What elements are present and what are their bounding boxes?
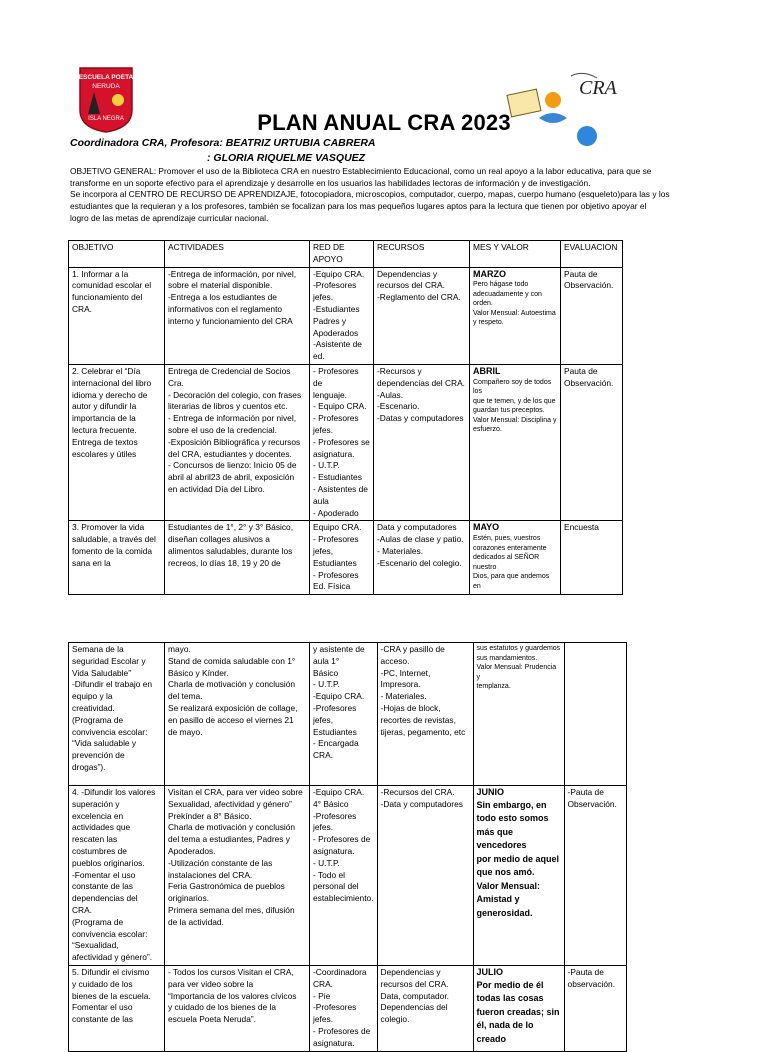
cell-objetivo: 1. Informar a la comunidad escolar el funcionamiento del CRA. (69, 267, 165, 364)
cell-actividades: -Entrega de información, por nivel, sobre el material disponible. -Entrega a los estudiantes de informativos con el reglamento interno y funcionamiento del CRA (165, 267, 310, 364)
cell-mes-valor: MARZO Pero hágase todo adecuadamente y con orden. Valor Mensual: Autoestima y respeto. (470, 267, 561, 364)
svg-text:ISLA NEGRA: ISLA NEGRA (88, 116, 124, 122)
cell-recursos: -CRA y pasillo de acceso. -PC, Internet, Impresora. - Materiales. -Hojas de block, recortes de revistas, tijeras, pegamento, etc (377, 643, 473, 786)
coordinator-line-2: : GLORIA RIQUELME VASQUEZ (207, 152, 366, 164)
cell-red-de-apoyo: -Coordinadora CRA. - Pie -Profesores jefes. - Profesores de asignatura. (310, 966, 378, 1052)
cell-evaluacion: Pauta de Observación. (561, 364, 623, 520)
cell-recursos: -Recursos del CRA. -Data y computadores (377, 786, 473, 966)
header-mes-valor: MES Y VALOR (470, 241, 561, 268)
cell-actividades: Estudiantes de 1°, 2° y 3° Básico, diseñan collages alusivos a alimentos saludables, durante los recreos, lo días 18, 19 y 20 de (165, 521, 310, 595)
plan-table-page1 (68, 240, 623, 595)
month-label: ABRIL (473, 365, 501, 376)
cell-evaluacion: Pauta de Observación. (561, 267, 623, 364)
table-row (69, 966, 627, 1052)
month-label: MARZO (473, 268, 506, 279)
table-row (69, 786, 627, 966)
cell-red-de-apoyo: Equipo CRA. - Profesores jefes, Estudiantes - Profesores Ed. Física (310, 521, 374, 595)
cell-evaluacion: Encuesta (561, 521, 623, 595)
table-row (69, 267, 623, 364)
header-recursos: RECURSOS (374, 241, 470, 268)
cell-red-de-apoyo: y asistente de aula 1° Básico - U.T.P. -Equipo CRA. -Profesores jefes, Estudiantes - Encargada CRA. (310, 643, 378, 786)
cell-actividades: Entrega de Credencial de Socios Cra. - Decoración del colegio, con frases literarias de libros y cuentos etc. - Entrega de información por nivel, sobre el uso de la credencial. -Exposición Bibliográfica y recursos del CRA, estudiantes y docentes. - Concursos de lienzo: Inicio 05 de abril al abril23 de abril, exposición en actividad Día del Libro. (165, 364, 310, 520)
svg-text:CRA: CRA (579, 77, 617, 99)
cell-recursos: -Recursos y dependencias del CRA. -Aulas. -Escenario. -Datas y computadores (374, 364, 470, 520)
cell-objetivo: 3. Promover la vida saludable, a través del fomento de la comida sana en la (69, 521, 165, 595)
cra-logo (505, 68, 617, 148)
table-header-row (69, 241, 623, 268)
cell-recursos: Dependencias y recursos del CRA. Data, computador. Dependencias del colegio. (377, 966, 473, 1052)
cell-red-de-apoyo: - Profesores de lenguaje. - Equipo CRA. - Profesores jefes. - Profesores se asignatura. - U.T.P. - Estudiantes - Asistentes de aula - Apoderado (310, 364, 374, 520)
cell-red-de-apoyo: -Equipo CRA. 4° Básico -Profesores jefes. - Profesores de asignatura. - U.T.P. - Todo el personal del establecimiento. (310, 786, 378, 966)
cell-mes-valor: MAYO Estén, pues, vuestros corazones enteramente dedicados al SEÑOR nuestro Dios, para que andemos en (470, 521, 561, 595)
month-label: JULIO (476, 967, 504, 977)
coordinator-line-1: Coordinadora CRA, Profesora: BEATRIZ URTUBIA CABRERA (70, 137, 376, 149)
cell-objetivo: 2. Celebrar el “Día internacional del libro idioma y derecho de autor y difundir la importancia de la lectura frecuente. Entrega de textos escolares y útiles (69, 364, 165, 520)
table-row (69, 643, 627, 786)
cell-objetivo: 5. Difundir el civismo y cuidado de los bienes de la escuela. Fomentar el uso constante de las (69, 966, 165, 1052)
plan-table-page2 (68, 642, 627, 1052)
cell-evaluacion: -Pauta de observación. (564, 966, 626, 1052)
cell-actividades: mayo. Stand de comida saludable con 1° Básico y Kínder. Charla de motivación y conclusión del tema. Se realizará exposición de collage, en pasillo de acceso el viernes 21 de mayo. (165, 643, 310, 786)
table-row (69, 364, 623, 520)
objetivo-general: OBJETIVO GENERAL: Promover el uso de la Biblioteca CRA en nuestro Establecimiento Educacional, como un real apoyo a la labor educativa, para que se transforme en un soporte efectivo para el aprendizaje y desarrolle en los usuarios las habilidades lectoras de información y de investigación. Se incorpora al CENTRO DE RECURSO DE APRENDIZAJE, fotocopiadora, microscopios, computador, cuerpo, mapas, cuerpo humano (esqueleto)para las y los estudiantes que la requieran y a los profesores, también se focalizan para los mas pequeños lugares aptos para la lectura que tienen por objetivo apoyar el logro de las metas de aprendizaje curricular nacional. (70, 166, 670, 223)
cell-mes-valor: ABRIL Compañero soy de todos los que te temen, y de los que guardan tus preceptos. Valor Mensual: Disciplina y esfuerzo. (470, 364, 561, 520)
cell-objetivo: Semana de la seguridad Escolar y Vida Saludable” -Difundir el trabajo en equipo y la creatividad. (Programa de convivencia escolar: “Vida saludable y prevención de drogas”). (69, 643, 165, 786)
cell-recursos: Dependencias y recursos del CRA. -Reglamento del CRA. (374, 267, 470, 364)
cell-red-de-apoyo: -Equipo CRA. -Profesores jefes. -Estudiantes Padres y Apoderados -Asistente de ed. (310, 267, 374, 364)
cell-objetivo: 4. -Difundir los valores superación y excelencia en actividades que rescaten las costumbres de pueblos originarios. -Fomentar el uso constante de las dependencias del CRA. (Programa de convivencia escolar: “Sexualidad, afectividad y género”. (69, 786, 165, 966)
cell-evaluacion (564, 643, 626, 786)
cell-recursos: Data y computadores -Aulas de clase y patio. - Materiales. -Escenario del colegio. (374, 521, 470, 595)
cell-actividades: Visitan el CRA, para ver video sobre Sexualidad, afectividad y género” Prekínder a 8° Básico. Charla de motivación y conclusión del tema a estudiantes, Padres y Apoderados. -Utilización constante de las instalaciones del CRA. Feria Gastronómica de pueblos originarios. Primera semana del mes, difusión de la actividad. (165, 786, 310, 966)
svg-text:ESCUELA POETA: ESCUELA POETA (78, 74, 134, 81)
header-actividades: ACTIVIDADES (165, 241, 310, 268)
header-red: RED DE APOYO (310, 241, 374, 268)
cell-mes-valor: JULIO Por medio de él todas las cosas fueron creadas; sin él, nada de lo creado (473, 966, 564, 1052)
page-title: PLAN ANUAL CRA 2023 (257, 110, 511, 135)
cell-actividades: - Todos los cursos Visitan el CRA, para ver video sobre la “Importancia de los valores cívicos y cuidado de los bienes de la escuela Poeta Neruda”. (165, 966, 310, 1052)
table-row (69, 521, 623, 595)
svg-text:NERUDA: NERUDA (92, 83, 120, 90)
header-objetivo: OBJETIVO (69, 241, 165, 268)
cell-mes-valor: sus estatutos y guardemos sus mandamientos. Valor Mensual: Prudencia y templanza. (473, 643, 564, 786)
month-label: JUNIO (476, 787, 505, 797)
cell-evaluacion: -Pauta de Observación. (564, 786, 626, 966)
month-label: MAYO (473, 522, 500, 533)
header-evaluacion: EVALUACION (561, 241, 623, 268)
cell-mes-valor: JUNIO Sin embargo, en todo esto somos más que vencedores por medio de aquel que nos amó. Valor Mensual: Amistad y generosidad. (473, 786, 564, 966)
